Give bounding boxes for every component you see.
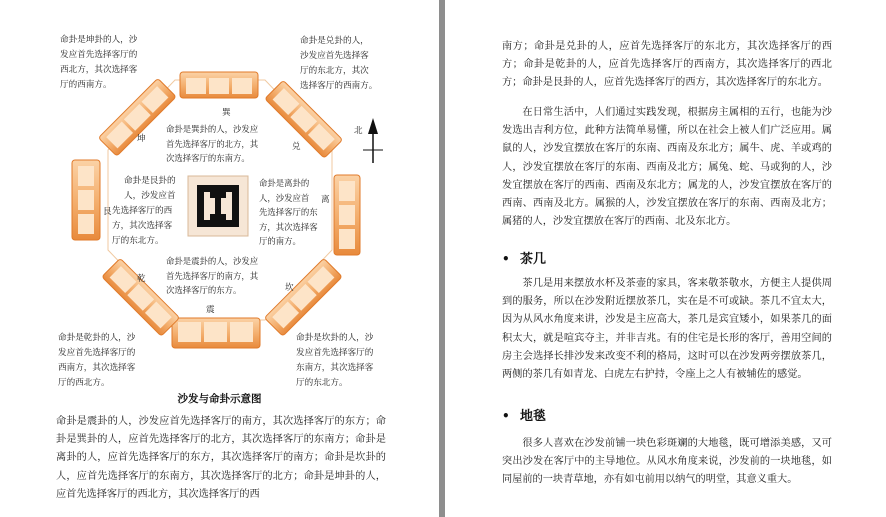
left-page [0, 0, 439, 517]
right-paragraph-3: 茶几是用来摆放水杯及茶壶的家具，客来敬茶敬水，方便主人提供周到的服务，所以在沙发附近摆放茶几，实在是不可或缺。茶几不宜太大，因为从风水角度来讲，沙发是主应高大，茶几是宾宜矮小，如果茶几的面积太大，就是喧宾夺主，并非吉兆。有的住宅是长形的客厅，善用空间的房主会选择长排沙发来改变不利的格局，这时可以在沙发两旁摆放茶几，两侧的茶几有如青龙、白虎左右护持，令座上之人有被辅佐的感觉。 [502, 278, 832, 381]
note-kan: 命卦是坎卦的人，沙 发应首先选择客厅的 东南方，其次选择客 厅的东北方。 [296, 333, 374, 388]
heading-tea-table: • 茶几 [502, 252, 547, 267]
sofa-bottom [172, 318, 260, 348]
gua-kan: 坎 [285, 283, 294, 293]
gua-dui: 兑 [292, 142, 301, 152]
gua-zhen: 震 [206, 305, 215, 315]
sofa-right [334, 175, 360, 255]
sofa-bagua-diagram [0, 0, 439, 405]
bullet-icon: • [502, 252, 510, 266]
left-body-text: 命卦是震卦的人，沙发应首先选择客厅的南方，其次选择客厅的东方；命卦是巽卦的人，应首先选择客厅的北方，其次选择客厅的东南方；命卦是离卦的人，应首先选择客厅的东方，其次选择客厅的南方；命卦是坎卦的人，应首先选择客厅的东南方，其次选择客厅的北方；命卦是坤卦的人，应首先选择客厅的西北方，其次选择客厅的西 [56, 416, 386, 500]
right-paragraph-1: 南方；命卦是兑卦的人，应首先选择客厅的东北方，其次选择客厅的西方；命卦是乾卦的人，应首先选择客厅的西南方，其次选择客厅的西北方；命卦是艮卦的人，应首先选择客厅的西方，其次选择客厅的东北方。 [502, 41, 832, 89]
figure-caption: 沙发与命卦示意图 [177, 393, 262, 405]
heading-carpet: • 地毯 [502, 409, 547, 424]
note-qian: 命卦是乾卦的人，沙 发应首先选择客厅的 西南方，其次选择客 厅的西北方。 [58, 333, 136, 388]
gua-xun: 巽 [222, 108, 231, 118]
north-arrow-icon [363, 118, 383, 163]
note-li: 命卦是离卦的 人，沙发应首 先选择客厅的东 方，其次选择客 厅的南方。 [259, 178, 318, 247]
right-paragraph-4: 很多人喜欢在沙发前铺一块色彩斑斓的大地毯，既可增添美感，又可突出沙发在客厅中的主导地位。从风水角度来说，沙发前的一块地毯，如同屋前的一块青草地，亦有如屯前用以纳气的明堂，其意义重大。 [502, 438, 832, 486]
gua-kun: 坤 [137, 134, 146, 144]
gua-qian: 乾 [137, 274, 146, 284]
note-kun: 命卦是坤卦的人，沙 发应首先选择客厅的 西北方，其次选择客 厅的西南方。 [60, 35, 138, 90]
center-symbol [188, 176, 248, 236]
note-xun: 命卦是巽卦的人，沙发应 首先选择客厅的北方，其 次选择客厅的东南方。 [166, 124, 259, 164]
gua-li: 离 [321, 195, 330, 205]
note-zhen: 命卦是震卦的人，沙发应 首先选择客厅的南方，其 次选择客厅的东方。 [166, 256, 259, 296]
note-dui: 命卦是兑卦的人， 沙发应首先选择客 厅的东北方，其次 选择客厅的西南方。 [300, 36, 378, 91]
north-label: 北 [354, 126, 363, 136]
right-paragraph-2: 在日常生活中，人们通过实践发现，根据房主属相的五行，也能为沙发选出吉利方位，此种方法简单易懂，所以在社会上被人们广泛应用。属鼠的人，沙发宜摆放在客厅的东南、西南及东北方；属牛、虎、羊或鸡的人，沙发宜摆放在客厅的东南、西南及北方；属兔、蛇、马或狗的人，沙发宜摆放在客厅的西南、西南及东北方；属龙的人，沙发宜摆放在客厅的西南、西南及北方。属猴的人，沙发宜摆放在客厅的东南、西南及北方；属猪的人，沙发宜摆放在客厅的西南、北及东北方。 [502, 107, 832, 228]
gua-gen: 艮 [103, 207, 112, 217]
note-gen: 命卦是艮卦的 人，沙发应首 先选择客厅的西 方，其次选择客 厅的东北方。 [112, 176, 176, 246]
sofa-top [180, 72, 258, 98]
bullet-icon: • [502, 409, 510, 423]
sofa-left [72, 160, 100, 240]
